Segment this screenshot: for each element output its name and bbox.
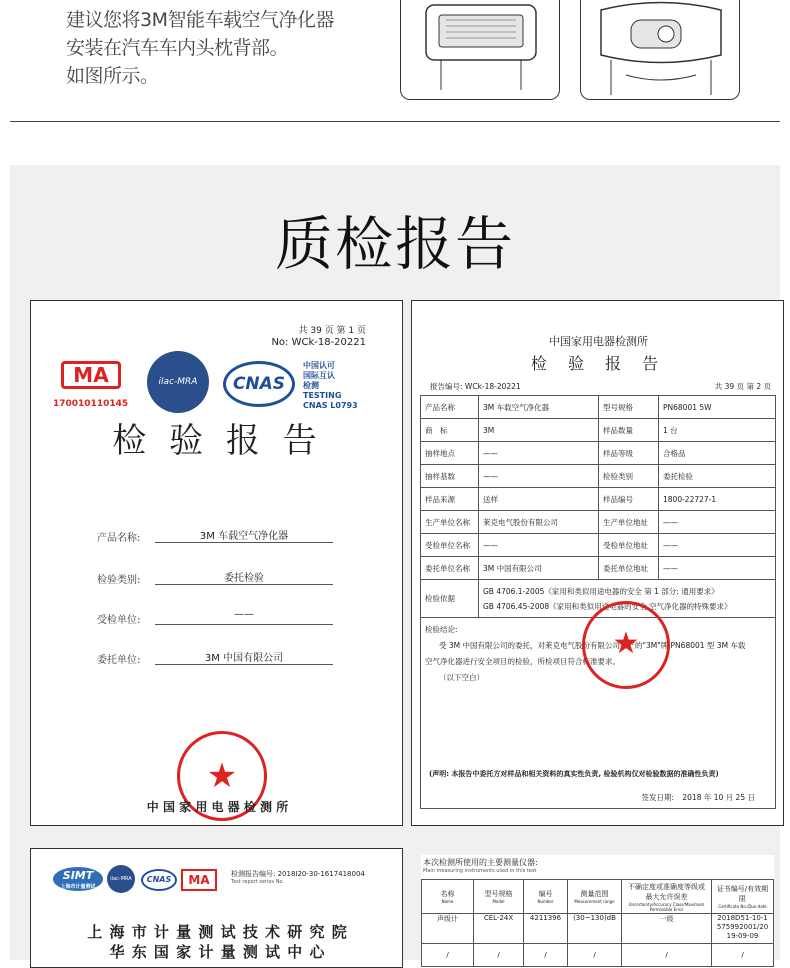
cnas-caption-5: CNAS L0793 — [303, 401, 358, 410]
intro-text — [66, 6, 334, 90]
table-cell: 样品等级 — [599, 442, 659, 465]
field-client-label: 委托单位: — [97, 655, 141, 666]
cma-logo-small — [181, 869, 217, 891]
report-simt — [30, 848, 403, 968]
header-text: 证书编号/有效期限 — [716, 885, 769, 903]
header-text: 不确定度或准确度等级或最大允许误差 — [628, 882, 705, 901]
detail-table — [420, 395, 776, 618]
table-cell: PN68001 5W — [659, 396, 776, 419]
header-cell — [622, 880, 712, 914]
table-cell: 一级 — [622, 914, 712, 944]
detail-stamp — [582, 601, 670, 689]
field-inspected-label: 受检单位: — [97, 615, 141, 626]
table-cell: 2018D51-10-1575992001/2019-09-09 — [712, 914, 774, 944]
report-detail — [411, 300, 784, 826]
table-cell: / — [622, 944, 712, 967]
table-cell: —— — [479, 465, 599, 488]
simt-logo — [53, 867, 103, 891]
table-cell: 1800-22727-1 — [659, 488, 776, 511]
table-cell: 样品数量 — [599, 419, 659, 442]
conclusion-line-3: （以下空白） — [439, 673, 484, 682]
instruments-heading: 本次检测所使用的主要测量仪器: — [423, 858, 538, 867]
instruments-table — [421, 879, 774, 967]
header-cell — [524, 880, 568, 914]
table-row — [422, 944, 774, 967]
ilac-logo-small — [107, 865, 135, 893]
table-row — [421, 442, 776, 465]
stamp-star-icon: ★ — [612, 626, 640, 661]
cnas-caption-4: TESTING — [303, 391, 342, 400]
detail-page-info: 共 39 页 第 2 页 — [714, 382, 771, 391]
table-cell: 合格品 — [659, 442, 776, 465]
header-cell — [422, 880, 474, 914]
table-cell: 3M 中国有限公司 — [479, 557, 599, 580]
table-cell: 样品来源 — [421, 488, 479, 511]
table-cell: 委托单位地址 — [599, 557, 659, 580]
intro-line-1: 建议您将3M智能车载空气净化器 — [66, 9, 334, 31]
report-footer-org: 中 国 家 用 电 器 检 测 所 — [146, 800, 289, 814]
table-cell: 3M — [479, 419, 599, 442]
table-cell: —— — [659, 557, 776, 580]
report-instruments — [421, 855, 774, 960]
table-cell: 3M 车载空气净化器 — [479, 396, 599, 419]
detail-org: 中国家用电器检测所 — [549, 335, 648, 348]
cnas-logo-small — [141, 869, 177, 891]
instruments-heading-en: Main measuring instruments used in this test — [423, 868, 537, 874]
table-cell: —— — [479, 534, 599, 557]
table-row — [421, 488, 776, 511]
header-text-en: Number — [537, 899, 554, 904]
header-text: 型号规格 — [484, 890, 513, 898]
table-row — [421, 396, 776, 419]
issue-date-label: 签发日期: — [641, 793, 674, 802]
header-cell — [568, 880, 622, 914]
table-cell: / — [568, 944, 622, 967]
field-product-label: 产品名称: — [97, 533, 141, 544]
seat-drawing — [581, 0, 741, 100]
table-cell: 产品名称 — [421, 396, 479, 419]
simt-org-line-1: 上 海 市 计 量 测 试 技 术 研 究 院 — [87, 923, 348, 941]
table-cell: / — [524, 944, 568, 967]
issue-date-value: 2018 年 10 月 25 日 — [682, 793, 755, 802]
table-cell: 委托单位名称 — [421, 557, 479, 580]
field-client-value: 3M 中国有限公司 — [155, 649, 333, 665]
intro-section — [0, 0, 790, 122]
basis-line-1: GB 4706.1-2005《家用和类似用途电器的安全 第 1 部分: 通用要求》 — [483, 586, 719, 596]
page-info: 共 39 页 第 1 页 — [298, 326, 366, 336]
header-text: 测量范围 — [580, 890, 609, 898]
simt-logo-text: SIMT — [62, 869, 94, 882]
header-cell — [474, 880, 524, 914]
header-text-en: Certificate No./Due date — [718, 904, 767, 909]
table-cell: 检验类别 — [599, 465, 659, 488]
ilac-small-text: ilac-MRA — [110, 876, 132, 882]
table-cell: 受检单位地址 — [599, 534, 659, 557]
header-text: 名称 — [440, 890, 455, 898]
header-text-en: Name — [441, 899, 454, 904]
table-cell: —— — [659, 534, 776, 557]
cma-number: 170010110145 — [53, 399, 129, 409]
simt-report-number — [231, 869, 365, 885]
table-cell: 抽样地点 — [421, 442, 479, 465]
simt-report-no-en: Test report series No. — [231, 879, 284, 885]
table-row — [421, 465, 776, 488]
field-product-value: 3M 车载空气净化器 — [155, 527, 333, 543]
table-cell: 受检单位名称 — [421, 534, 479, 557]
issue-date — [641, 790, 755, 806]
cnas-logo — [223, 361, 295, 407]
detail-title: 检 验 报 告 — [530, 354, 667, 373]
header-text-en: Model — [492, 899, 505, 904]
header-text-en: Measurement range — [574, 899, 615, 904]
table-row — [422, 914, 774, 944]
declaration: (声明: 本报告中委托方对样品和相关资料的真实性负责, 检验机构仅对检验数据的准确性负责) — [429, 770, 719, 778]
field-type-label: 检验类别: — [97, 575, 141, 586]
table-header-row — [422, 880, 774, 914]
conclusion-line-1: 受 3M 中国有限公司的委托，对莱克电气股份有限公司生产的"3M"牌 PN68001 型 3M 车载 — [439, 641, 746, 650]
conclusion-label: 检验结论: — [425, 625, 458, 634]
header-text-en: Uncertainty/Accuracy Class/Maximum Permissible Error — [628, 901, 705, 912]
section-divider — [10, 121, 780, 122]
quality-report-section — [10, 165, 780, 960]
conclusion-line-2: 空气净化器进行安全项目的检验，所检项目符合标准要求。 — [425, 657, 620, 666]
table-cell: 型号规格 — [599, 396, 659, 419]
detail-report-number: 报告编号: WCk-18-20221 — [430, 382, 521, 391]
simt-report-no: 检测报告编号: 2018I20-30-1617418004 — [231, 870, 365, 878]
table-cell: 4211396 — [524, 914, 568, 944]
table-row — [421, 511, 776, 534]
install-illustration-1 — [400, 0, 560, 100]
simt-sub: 上海市计量测试 — [60, 884, 96, 890]
stamp-star-icon: ★ — [206, 756, 238, 796]
table-cell: 检验依据 — [421, 580, 479, 618]
table-cell: 莱克电气股份有限公司 — [479, 511, 599, 534]
cnas-logo-text: CNAS — [232, 374, 286, 394]
section-title: 质检报告 — [274, 210, 515, 278]
table-cell: —— — [659, 511, 776, 534]
header-cell — [712, 880, 774, 914]
table-row — [421, 557, 776, 580]
intro-line-2: 安装在汽车车内头枕背部。 — [66, 37, 289, 59]
table-cell: / — [712, 944, 774, 967]
table-cell: —— — [479, 442, 599, 465]
table-cell: 生产单位地址 — [599, 511, 659, 534]
install-illustration-2 — [580, 0, 740, 100]
table-cell: 声级计 — [422, 914, 474, 944]
ilac-logo — [147, 351, 209, 413]
table-cell: 抽样基数 — [421, 465, 479, 488]
report-cover — [30, 300, 403, 826]
cnas-caption-2: 国际互认 — [303, 371, 335, 380]
cma-small-text: MA — [188, 873, 210, 887]
table-cell: / — [474, 944, 524, 967]
cma-logo-text: MA — [73, 363, 109, 387]
table-cell: 送样 — [479, 488, 599, 511]
table-cell: 1 台 — [659, 419, 776, 442]
table-row — [421, 419, 776, 442]
cnas-caption — [303, 361, 358, 411]
field-inspected-value: —— — [155, 609, 333, 625]
table-cell: / — [422, 944, 474, 967]
cnas-caption-1: 中国认可 — [303, 361, 335, 370]
basis-line-2: GB 4706.45-2008《家用和类似用途电器的安全 空气净化器的特殊要求》 — [483, 601, 732, 611]
table-cell: 样品编号 — [599, 488, 659, 511]
field-type-value: 委托检验 — [155, 569, 333, 585]
table-cell: 生产单位名称 — [421, 511, 479, 534]
cnas-caption-3: 检测 — [303, 381, 319, 390]
simt-org-line-2: 华 东 国 家 计 量 测 试 中 心 — [109, 943, 326, 961]
headrest-drawing — [401, 0, 561, 100]
table-cell: 委托检验 — [659, 465, 776, 488]
table-cell: 商 标 — [421, 419, 479, 442]
report-title: 检 验 报 告 — [112, 421, 323, 461]
header-text: 编号 — [538, 890, 553, 898]
intro-line-3: 如图所示。 — [66, 65, 159, 87]
table-cell: CEL-24X — [474, 914, 524, 944]
table-row — [421, 534, 776, 557]
report-number: No: WCk-18-20221 — [271, 337, 366, 348]
ilac-logo-text: ilac-MRA — [158, 377, 198, 387]
cnas-small-text: CNAS — [146, 875, 172, 884]
table-cell: (30~130)dB — [568, 914, 622, 944]
cma-logo — [61, 361, 121, 389]
